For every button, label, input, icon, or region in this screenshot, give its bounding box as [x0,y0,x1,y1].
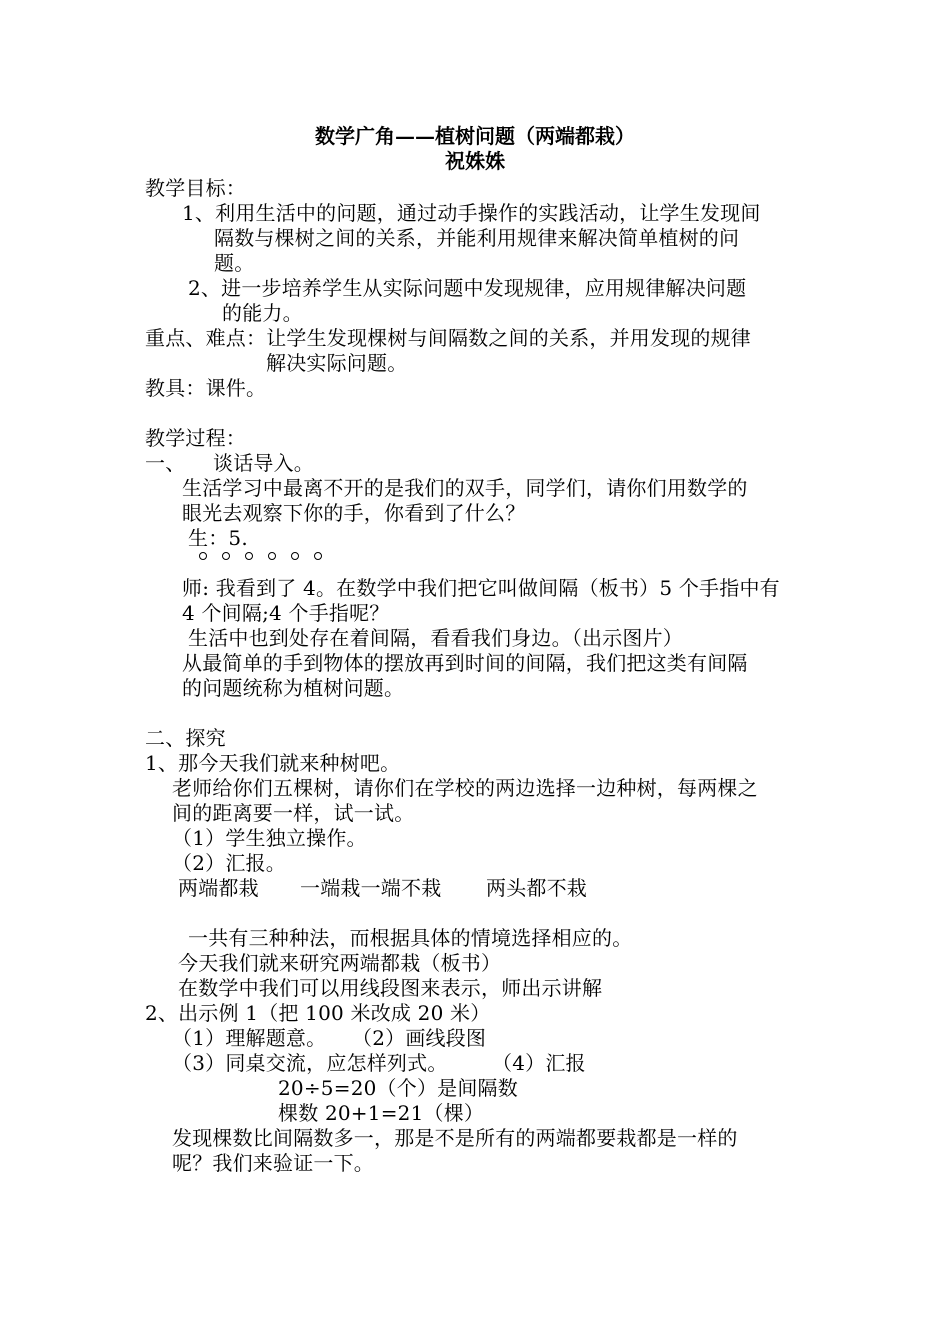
dot-mark [222,552,230,560]
section1-line: 生：5. [188,526,248,550]
part1-heading: 1、那今天我们就来种树吧。 [145,751,401,775]
goal2-line: 的能力。 [222,301,303,325]
goal1-line: 1、利用生活中的问题，通过动手操作的实践活动，让学生发现间 [182,201,761,225]
method-both-ends: 两端都栽 [178,876,259,900]
dot-mark [314,552,322,560]
section2-heading: 二、探究 [145,726,226,750]
document-title: 数学广角——植树问题（两端都栽） [315,124,635,148]
method-no-ends: 两头都不栽 [486,876,587,900]
dot-mark [199,552,207,560]
goal1-line: 隔数与棵树之间的关系，并能利用规律来解决简单植树的问 [214,226,740,250]
part1-after-line: 一共有三种种法，而根据具体的情境选择相应的。 [188,926,633,950]
author-name: 祝姝姝 [445,149,505,173]
section1-line: 生活中也到处存在着间隔，看看我们身边。（出示图片） [188,626,683,650]
section1-line: 师: 我看到了 4。在数学中我们把它叫做间隔（板书）5 个手指中有 [182,576,780,600]
keypoints-line: 解决实际问题。 [266,351,408,375]
part2-heading: 2、出示例 1（把 100 米改成 20 米） [145,1001,491,1025]
goal1-line: 题。 [214,251,255,275]
section1-number: 一、 [145,451,186,475]
dot-mark [245,552,253,560]
section1-line: 从最简单的手到物体的摆放再到时间的间隔，我们把这类有间隔 [182,651,748,675]
step-item: （1）理解题意。 [172,1026,327,1050]
dot-mark [291,552,299,560]
part1-after-line: 今天我们就来研究两端都栽（板书） [178,951,502,975]
part1-line: （2）汇报。 [172,851,286,875]
part1-after-line: 在数学中我们可以用线段图来表示，师出示讲解 [178,976,603,1000]
section1-line: 眼光去观察下你的手，你看到了什么？ [182,501,526,525]
method-one-end: 一端栽一端不栽 [300,876,442,900]
step-item: （3）同桌交流，应怎样列式。 [172,1051,448,1075]
calc-line: 20÷5=20（个）是间隔数 [278,1076,518,1100]
section1-line: 的问题统称为植树问题。 [182,676,405,700]
section1-line: 4 个间隔;4 个手指呢？ [182,601,390,625]
conclusion-line: 呢？我们来验证一下。 [172,1151,374,1175]
section1-line: 生活学习中最离不开的是我们的双手，同学们，请你们用数学的 [182,476,748,500]
conclusion-line: 发现棵数比间隔数多一，那是不是所有的两端都要栽都是一样的 [172,1126,738,1150]
part1-line: 间的距离要一样，试一试。 [172,801,415,825]
part1-line: 老师给你们五棵树，请你们在学校的两边选择一边种树，每两棵之 [172,776,758,800]
step-item: （4）汇报 [492,1051,586,1075]
goals-heading: 教学目标： [145,176,246,200]
calc-line: 棵数 20+1=21（棵） [278,1101,485,1125]
keypoints-line: 重点、难点：让学生发现棵树与间隔数之间的关系，并用发现的规律 [145,326,751,350]
fingers-dots [199,552,339,566]
dot-mark [268,552,276,560]
step-item: （2）画线段图 [352,1026,487,1050]
goal2-line: 2、进一步培养学生从实际问题中发现规律，应用规律解决问题 [188,276,747,300]
section1-heading: 谈话导入。 [213,451,314,475]
process-heading: 教学过程： [145,426,246,450]
part1-line: （1）学生独立操作。 [172,826,367,850]
tools-line: 教具：课件。 [145,376,267,400]
